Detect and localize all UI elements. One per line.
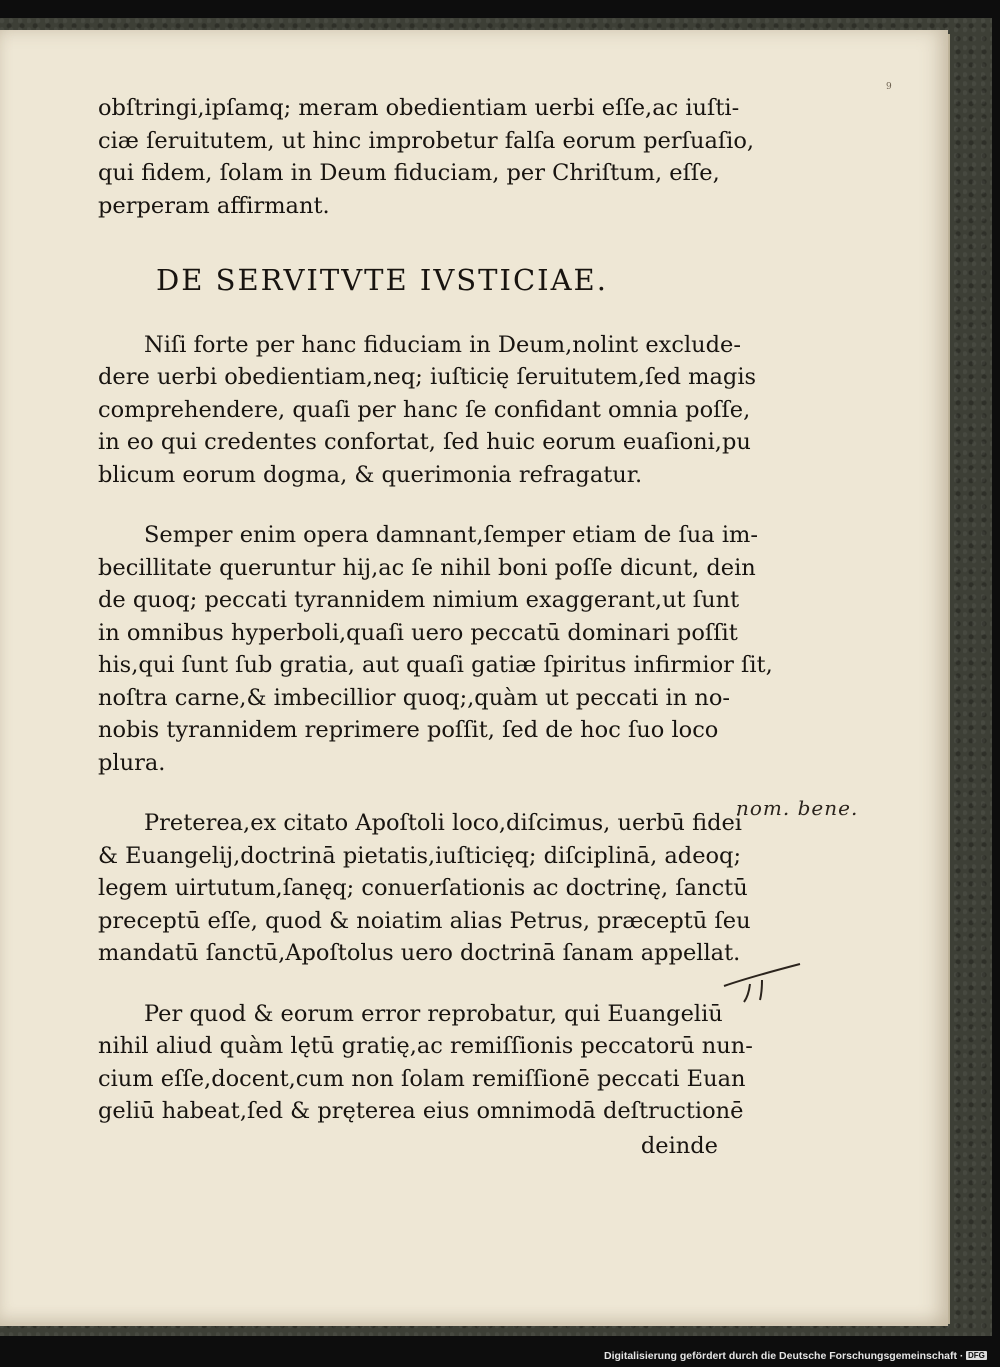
text-line: in omnibus hyperboli,quaſi uero peccatū dominari poſſit (98, 619, 738, 646)
text-line: mandatū ſanctū,Apoſtolus uero doctrinā ſanam appellat. (98, 940, 741, 966)
text-line: his,qui ſunt ſub gratia, aut quaſi gatiæ ſpiritus infirmior ſit, (98, 652, 773, 678)
marginal-note-handwritten: nom. bene. (736, 796, 859, 820)
paragraph-2 (98, 519, 773, 779)
text-line: Semper enim opera damnant,ſemper etiam de ſua im- (144, 522, 758, 548)
catchword: deinde (640, 1132, 718, 1159)
text-line: de quoq; peccati tyrannidem nimium exaggerant,ut ſunt (98, 587, 740, 613)
folio-number: 9 (886, 82, 892, 92)
text-line: preceptū eſſe, quod & noiatim alias Petrus, præceptū ſeu (98, 907, 751, 934)
text-line: nobis tyrannidem reprimere poſſit, ſed de hoc ſuo loco (98, 717, 719, 743)
lead-paragraph (98, 92, 755, 222)
text-line: perperam affirmant. (98, 192, 330, 219)
text-line: nihil aliud quàm lętū gratię,ac remiſſionis peccatorū nun- (98, 1033, 753, 1059)
text-line: ciæ ſeruitutem, ut hinc improbetur falſa eorum perſuaſio, (98, 127, 755, 154)
text-line: Preterea,ex citato Apoſtoli loco,diſcimus, uerbū fidei (144, 810, 742, 836)
text-line: geliū habeat,ſed & pręterea eius omnimodā deſtructionē (98, 1098, 744, 1124)
page-text (98, 92, 773, 1162)
text-line: Niſi forte per hanc fiduciam in Deum,nolint exclude- (144, 331, 741, 358)
text-line: blicum eorum dogma, & querimonia refragatur. (98, 461, 643, 488)
marginal-mark-icon (722, 958, 812, 1008)
text-line: legem uirtutum,ſanęq; conuerſationis ac doctrinę, ſanctū (98, 875, 748, 901)
text-line: noſtra carne,& imbecillior quoq;,quàm ut peccati in no- (98, 684, 730, 711)
text-line: obſtringi,ipſamq; meram obedientiam uerbi eſſe,ac iuſti- (98, 95, 740, 121)
section-heading: DE SERVITVTE IVSTICIAE. (156, 263, 608, 297)
text-line: qui fidem, ſolam in Deum fiduciam, per Chriſtum, eſſe, (98, 160, 720, 186)
footer-credit: Digitalisierung gefördert durch die Deutsche Forschungsgemeinschaft · (604, 1350, 964, 1362)
text-line: & Euangelij,doctrinā pietatis,iuſticięq; diſciplinā, adeoq; (98, 842, 742, 869)
paragraph-1 (98, 329, 757, 492)
text-line: cium eſſe,docent,cum non ſolam remiſſionē peccati Euan (98, 1065, 746, 1092)
paragraph-4 (98, 998, 753, 1128)
dfg-logo: DFG (968, 1351, 985, 1360)
paragraph-3 (98, 807, 751, 970)
text-line: dere uerbi obedientiam,neq; iuſticię ſeruitutem,ſed magis (98, 364, 757, 390)
text-line: becillitate queruntur hij,ac ſe nihil boni poſſe dicunt, dein (98, 554, 756, 581)
text-line: comprehendere, quaſi per hanc ſe confidant omnia poſſe, (98, 396, 751, 423)
text-line: plura. (98, 749, 166, 776)
text-line: Per quod & eorum error reprobatur, qui Euangeliū (144, 1000, 723, 1027)
text-line: in eo qui credentes confortat, ſed huic eorum euaſioni,pu (98, 429, 751, 455)
